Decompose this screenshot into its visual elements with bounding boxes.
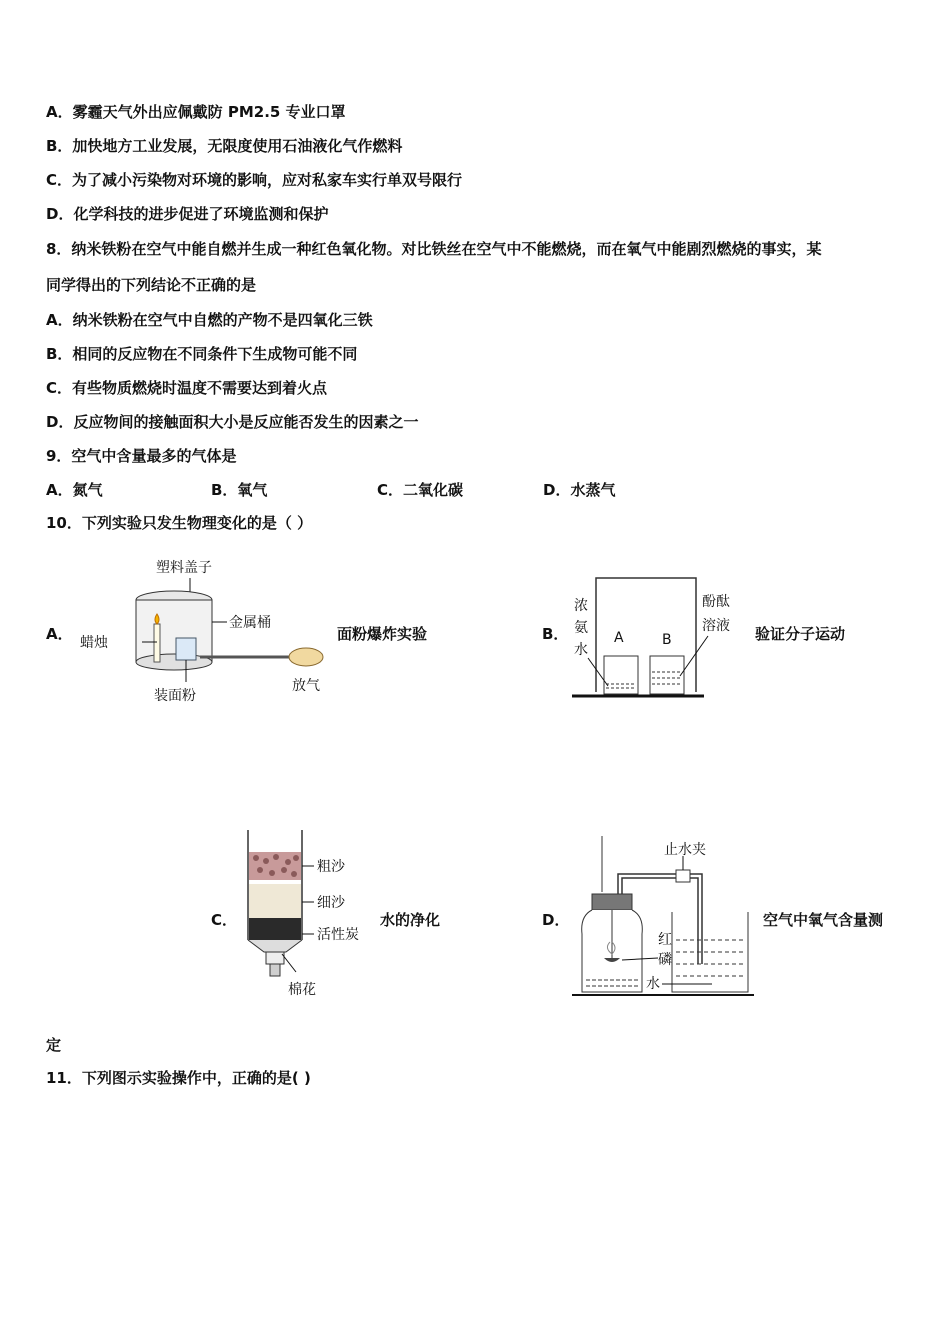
phenol-label-2: 溶液 <box>702 618 730 634</box>
q10-a-caption: 面粉爆炸实验 <box>337 625 428 643</box>
ammonia-label-1: 浓 <box>574 598 588 614</box>
q8-stem-line2: 同学得出的下列结论不正确的是 <box>46 276 257 294</box>
q10-d-caption: 空气中氧气含量测 <box>763 911 884 929</box>
flour-explosion-figure <box>72 552 342 712</box>
q7-option-c: C．为了减小污染物对环境的影响，应对私家车实行单双号限行 <box>46 171 463 189</box>
bucket-label: 金属桶 <box>229 615 271 631</box>
q7-option-b: B．加快地方工业发展，无限度使用石油液化气作燃料 <box>46 137 403 155</box>
water-label: 水 <box>646 976 660 992</box>
q8-option-d: D．反应物间的接触面积大小是反应能否发生的因素之一 <box>46 413 419 431</box>
flour-label: 装面粉 <box>154 688 196 704</box>
fine-sand-label: 细沙 <box>317 895 345 911</box>
q7-option-a: A．雾霾天气外出应佩戴防 PM2.5 专业口罩 <box>46 103 346 121</box>
q10-c-caption: 水的净化 <box>380 911 441 929</box>
phenol-label-1: 酚酞 <box>702 594 730 610</box>
q10-stem: 10．下列实验只发生物理变化的是（ ） <box>46 514 313 532</box>
q10-c-letter: C． <box>211 911 238 929</box>
q11-stem: 11．下列图示实验操作中，正确的是( ) <box>46 1069 311 1087</box>
q10-a-letter: A． <box>46 625 73 643</box>
ammonia-label-3: 水 <box>574 642 588 658</box>
q10-b-letter: B． <box>542 625 569 643</box>
water-purification-figure <box>236 828 376 1000</box>
activated-carbon-label: 活性炭 <box>317 927 359 943</box>
ammonia-label-2: 氨 <box>574 620 588 636</box>
candle-label: 蜡烛 <box>80 635 108 651</box>
oxygen-content-figure <box>572 834 762 1000</box>
cotton-label: 棉花 <box>288 982 316 998</box>
q8-option-b: B．相同的反应物在不同条件下生成物可能不同 <box>46 345 358 363</box>
q10-d-caption-continued: 定 <box>46 1036 62 1054</box>
clamp-label: 止水夹 <box>664 842 706 858</box>
q10-b-caption: 验证分子运动 <box>755 625 846 643</box>
molecular-motion-figure <box>568 572 748 704</box>
q9-option-b: B．氧气 <box>211 481 268 499</box>
q9-option-d: D．水蒸气 <box>543 481 616 499</box>
coarse-sand-label: 粗沙 <box>317 859 345 875</box>
red-phosphorus-label-1: 红 <box>658 932 672 948</box>
q8-option-c: C．有些物质燃烧时温度不需要达到着火点 <box>46 379 328 397</box>
red-phosphorus-label-2: 磷 <box>658 952 672 968</box>
lid-label: 塑料盖子 <box>156 560 212 576</box>
q8-stem-line1: 8．纳米铁粉在空气中能自燃并生成一种红色氧化物。对比铁丝在空气中不能燃烧，而在氧气中能剧烈燃烧的事实，某 <box>46 240 822 258</box>
q10-d-letter: D． <box>542 911 570 929</box>
beaker-b-label: B <box>662 632 672 648</box>
q9-stem: 9．空气中含量最多的气体是 <box>46 447 237 465</box>
beaker-a-label: A <box>614 630 624 646</box>
q7-option-d: D．化学科技的进步促进了环境监测和保护 <box>46 205 329 223</box>
blow-label: 放气 <box>292 678 320 694</box>
q9-option-a: A．氮气 <box>46 481 103 499</box>
q8-option-a: A．纳米铁粉在空气中自燃的产物不是四氧化三铁 <box>46 311 373 329</box>
q9-option-c: C．二氧化碳 <box>377 481 464 499</box>
